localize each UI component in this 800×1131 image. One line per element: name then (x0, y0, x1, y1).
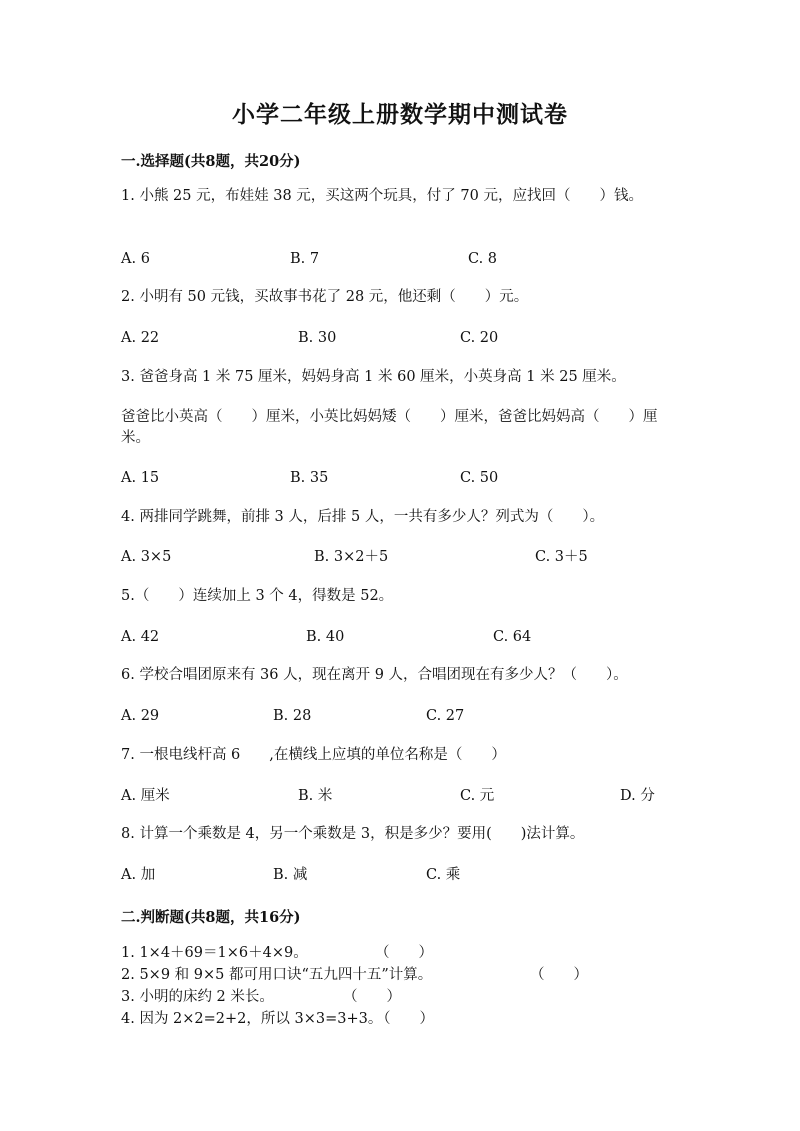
option-a: A. 加 (121, 867, 156, 883)
question-4: 4. 两排同学跳舞，前排 3 人，后排 5 人，一共有多少人？列式为（ ）。 (121, 509, 605, 525)
question-8: 8. 计算一个乘数是 4，另一个乘数是 3，积是多少？要用( )法计算。 (121, 826, 585, 842)
question-7: 7. 一根电线杆高 6 ,在横线上应填的单位名称是（ ） (121, 747, 506, 763)
option-a: A. 3×5 (121, 549, 172, 565)
option-a: A. 厘米 (121, 788, 170, 804)
tf-item-text: 1. 1×4＋69＝1×6＋4×9。 (121, 945, 308, 961)
answer-blank: （ ） (530, 967, 588, 983)
option-c: C. 3＋5 (535, 549, 588, 565)
option-b: B. 28 (273, 708, 312, 724)
tf-item-text: 3. 小明的床约 2 米长。 (121, 989, 274, 1005)
option-b: B. 35 (290, 470, 329, 486)
option-b: B. 米 (298, 788, 333, 804)
option-c: C. 乘 (426, 867, 461, 883)
option-c: C. 8 (468, 251, 498, 267)
option-a: A. 29 (121, 708, 160, 724)
option-a: A. 22 (121, 330, 160, 346)
question-1: 1. 小熊 25 元，布娃娃 38 元，买这两个玩具，付了 70 元，应找回（ ）钱。 (121, 188, 643, 204)
option-b: B. 7 (290, 251, 320, 267)
tf-item-1 (121, 943, 308, 963)
option-b: B. 减 (273, 867, 308, 883)
option-c: C. 50 (460, 470, 499, 486)
question-3-continued: 爸爸比小英高（ ）厘米，小英比妈妈矮（ ）厘米，爸爸比妈妈高（ ）厘米。 (121, 409, 658, 446)
question-5: 5.（ ）连续加上 3 个 4，得数是 52。 (121, 588, 394, 604)
option-c: C. 64 (493, 629, 532, 645)
page-title: 小学二年级上册数学期中测试卷 (232, 101, 568, 128)
option-d: D. 分 (620, 788, 655, 804)
section-heading-multiple-choice: 一.选择题(共8题，共20分) (121, 153, 301, 170)
tf-item-2 (121, 965, 432, 985)
option-c: C. 20 (460, 330, 499, 346)
section-heading-true-false: 二.判断题(共8题，共16分) (121, 909, 301, 926)
option-a: A. 6 (121, 251, 150, 267)
option-b: B. 30 (298, 330, 337, 346)
option-c: C. 元 (460, 788, 495, 804)
tf-item-3 (121, 987, 274, 1007)
question-3: 3. 爸爸身高 1 米 75 厘米，妈妈身高 1 米 60 厘米，小英身高 1 米 25 厘米。 (121, 369, 626, 385)
question-2: 2. 小明有 50 元钱，买故事书花了 28 元，他还剩（ ）元。 (121, 289, 529, 305)
tf-item-4 (121, 1009, 382, 1029)
tf-item-text: 4. 因为 2×2=2+2，所以 3×3=3+3。 (121, 1011, 383, 1027)
answer-blank: （ ） (375, 945, 433, 961)
option-a: A. 42 (121, 629, 160, 645)
answer-blank: （ ） (376, 1011, 434, 1027)
answer-blank: （ ） (343, 989, 401, 1005)
option-c: C. 27 (426, 708, 465, 724)
question-6: 6. 学校合唱团原来有 36 人，现在离开 9 人，合唱团现在有多少人？（ ）。 (121, 667, 628, 683)
tf-item-text: 2. 5×9 和 9×5 都可用口诀“五九四十五”计算。 (121, 967, 433, 983)
option-b: B. 40 (306, 629, 345, 645)
option-b: B. 3×2＋5 (314, 549, 389, 565)
option-a: A. 15 (121, 470, 160, 486)
